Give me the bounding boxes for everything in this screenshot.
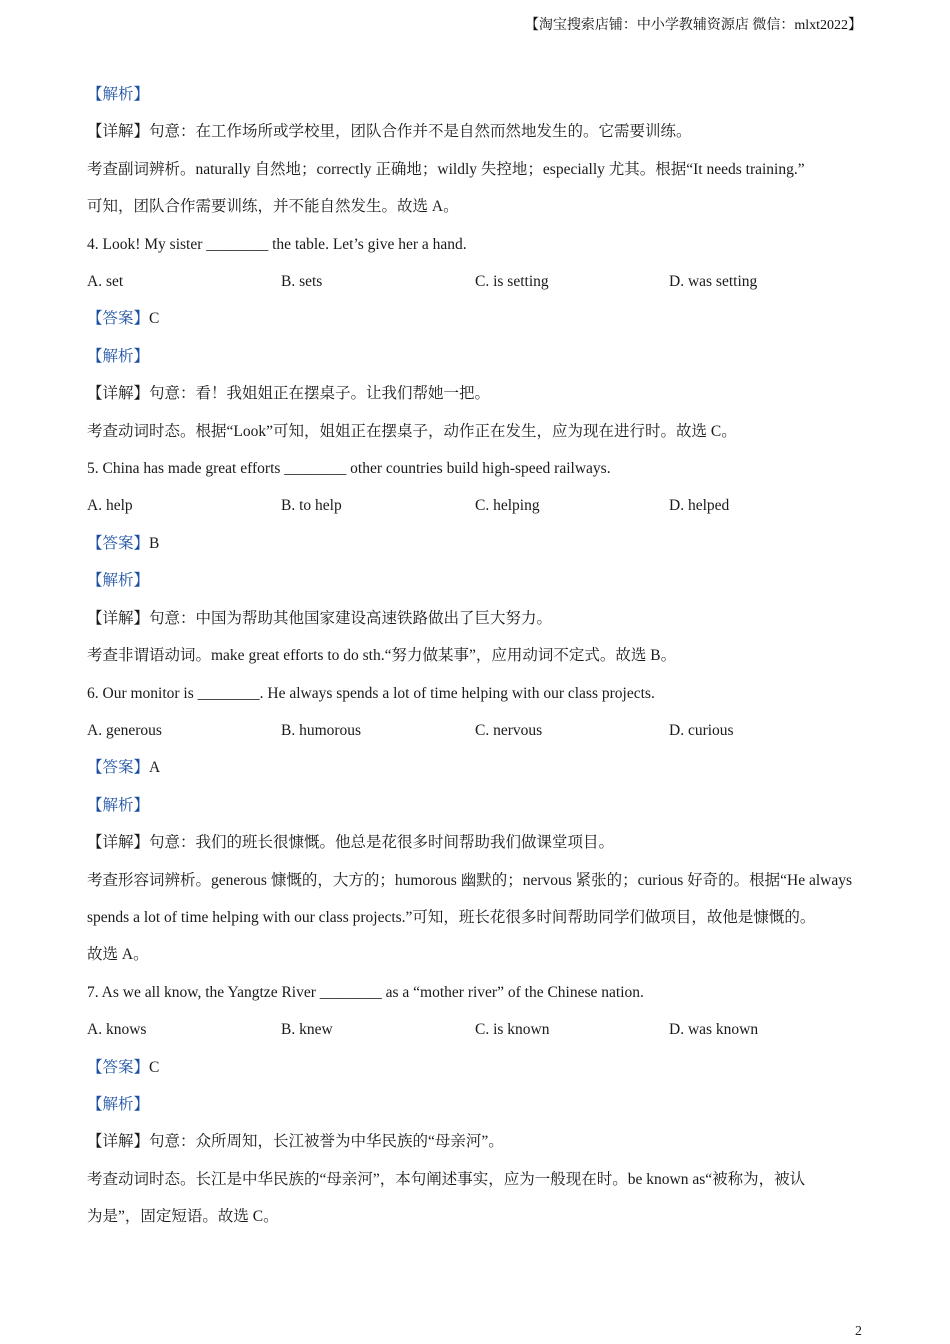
options-row-4	[87, 263, 867, 300]
option-b: B. to help	[281, 497, 342, 515]
question-stem-7: 7. As we all know, the Yangtze River ________ as a “mother river” of the Chinese nation.	[87, 983, 644, 1001]
answer-value: C	[149, 1058, 160, 1076]
option-c: C. is setting	[475, 273, 549, 291]
options-row-7	[87, 1011, 867, 1048]
explanation-line: 可知，团队合作需要训练，并不能自然发生。故选 A。	[87, 198, 459, 216]
detail-tag: 【详解】	[87, 609, 150, 627]
explanation-line: 考查副词辨析。naturally 自然地；correctly 正确地；wildly 失控地；especially 尤其。根据“It needs training.”	[87, 160, 805, 178]
option-a: A. set	[87, 273, 124, 291]
detail-tag: 【详解】	[87, 834, 150, 852]
answer-value: A	[149, 759, 161, 777]
detail-line	[87, 113, 867, 150]
option-c: C. helping	[475, 497, 540, 515]
option-d: D. helped	[669, 497, 730, 515]
question-stem-4: 4. Look! My sister ________ the table. Let’s give her a hand.	[87, 235, 467, 253]
analysis-heading: 【解析】	[87, 796, 150, 814]
detail-line	[87, 1123, 867, 1160]
detail-text: 句意：众所周知，长江被誉为中华民族的“母亲河”。	[149, 1133, 504, 1151]
option-b: B. humorous	[281, 721, 362, 739]
answer-value: C	[149, 310, 160, 328]
analysis-heading: 【解析】	[87, 347, 150, 365]
detail-tag: 【详解】	[87, 123, 150, 141]
option-b: B. sets	[281, 273, 323, 291]
explanation-line: 为是”，固定短语。故选 C。	[87, 1208, 279, 1226]
detail-text: 句意：在工作场所或学校里，团队合作并不是自然而然地发生的。它需要训练。	[149, 123, 692, 141]
detail-tag: 【详解】	[87, 1133, 150, 1151]
detail-line	[87, 375, 867, 412]
detail-text: 句意：看！我姐姐正在摆桌子。让我们帮她一把。	[149, 385, 491, 403]
answer-tag: 【答案】	[87, 1058, 150, 1076]
document-body	[87, 76, 867, 1236]
detail-line	[87, 824, 867, 861]
answer-tag: 【答案】	[87, 534, 150, 552]
page-number: 2	[855, 1324, 862, 1339]
detail-line	[87, 600, 867, 637]
answer-line-4	[87, 300, 867, 337]
answer-tag: 【答案】	[87, 759, 150, 777]
option-d: D. was known	[669, 1021, 759, 1039]
answer-line-6	[87, 749, 867, 786]
explanation-line: 考查非谓语动词。make great efforts to do sth.“努力做某事”，应用动词不定式。故选 B。	[87, 647, 677, 665]
question-stem-6: 6. Our monitor is ________. He always spends a lot of time helping with our class projects.	[87, 684, 655, 702]
explanation-line: 故选 A。	[87, 946, 149, 964]
analysis-heading: 【解析】	[87, 572, 150, 590]
option-a: A. knows	[87, 1021, 147, 1039]
options-row-5	[87, 487, 867, 524]
option-d: D. curious	[669, 721, 734, 739]
analysis-heading: 【解析】	[87, 86, 150, 103]
option-a: A. generous	[87, 721, 162, 739]
explanation-line: spends a lot of time helping with our class projects.”可知，班长花很多时间帮助同学们做项目，故他是慷慨的。	[87, 908, 816, 926]
detail-tag: 【详解】	[87, 385, 150, 403]
detail-text: 句意：中国为帮助其他国家建设高速铁路做出了巨大努力。	[149, 609, 553, 627]
detail-text: 句意：我们的班长很慷慨。他总是花很多时间帮助我们做课堂项目。	[149, 834, 615, 852]
answer-line-5	[87, 525, 867, 562]
answer-tag: 【答案】	[87, 310, 150, 328]
option-a: A. help	[87, 497, 133, 515]
answer-line-7	[87, 1049, 867, 1086]
header-note: 【淘宝搜索店铺：中小学教辅资源店 微信：mlxt2022】	[524, 18, 862, 33]
analysis-heading: 【解析】	[87, 1095, 150, 1113]
explanation-line: 考查形容词辨析。generous 慷慨的，大方的；humorous 幽默的；nervous 紧张的；curious 好奇的。根据“He always	[87, 871, 853, 889]
option-c: C. nervous	[475, 721, 543, 739]
option-d: D. was setting	[669, 273, 758, 291]
question-stem-5: 5. China has made great efforts ________ other countries build high-speed railways.	[87, 460, 611, 478]
option-b: B. knew	[281, 1021, 333, 1039]
explanation-line: 考查动词时态。根据“Look”可知，姐姐正在摆桌子，动作正在发生，应为现在进行时。故选 C。	[87, 422, 737, 440]
options-row-6	[87, 712, 867, 749]
option-c: C. is known	[475, 1021, 550, 1039]
explanation-line: 考查动词时态。长江是中华民族的“母亲河”，本句阐述事实，应为一般现在时。be known as“被称为，被认	[87, 1170, 806, 1188]
answer-value: B	[149, 534, 160, 552]
